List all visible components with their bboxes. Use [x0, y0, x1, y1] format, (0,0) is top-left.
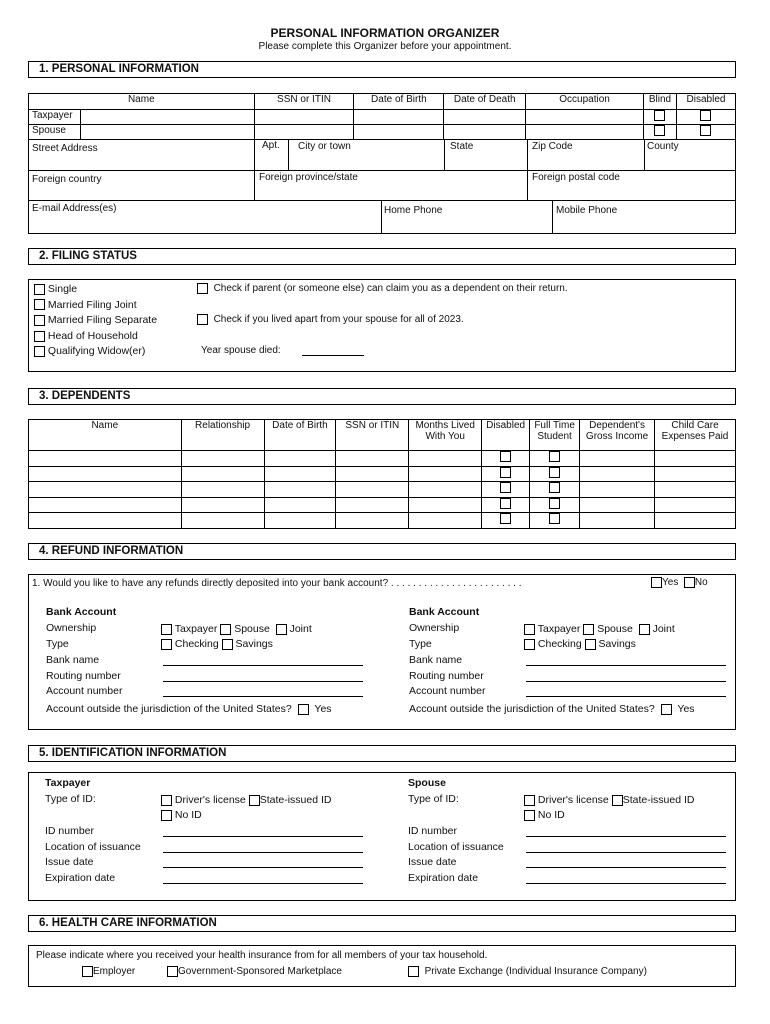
spouse-outside-checkbox[interactable] [661, 704, 672, 715]
dependent-row [29, 466, 736, 482]
bank-account-taxpayer [46, 606, 366, 715]
dependent-row [29, 497, 736, 513]
spouse-own-taxpayer-label: Taxpayer [537, 623, 581, 635]
dependent-row [29, 482, 736, 498]
taxpayer-no-id-label: No ID [174, 809, 202, 821]
hoh-checkbox[interactable] [34, 331, 45, 342]
employer-label: Employer [93, 966, 136, 978]
personal-info-table [28, 93, 736, 140]
spouse-state-id-checkbox[interactable] [612, 795, 623, 806]
taxpayer-checking-checkbox[interactable] [161, 639, 172, 650]
dependent-cell[interactable] [655, 451, 736, 467]
dependent-cell[interactable] [181, 482, 264, 498]
city-label: City or town [298, 141, 351, 152]
dependent-student-checkbox[interactable] [549, 451, 560, 462]
dep-col-ssn: SSN or ITIN [336, 420, 409, 451]
dep-col-fulltime: Full Time [534, 420, 575, 431]
taxpayer-routing-field[interactable] [163, 681, 363, 682]
dep-col-gross: Dependent's [589, 420, 645, 431]
mfj-label: Married Filing Joint [47, 298, 137, 311]
spouse-account-field[interactable] [526, 696, 726, 697]
spouse-own-joint-label: Joint [652, 623, 675, 635]
gov-marketplace-label: Government-Sponsored Marketplace [178, 966, 342, 978]
taxpayer-checking-label: Checking [174, 638, 219, 650]
spouse-disabled-checkbox[interactable] [700, 125, 711, 136]
dependent-cell[interactable] [264, 451, 336, 467]
mfs-label: Married Filing Separate [47, 314, 158, 327]
spouse-savings-label: Savings [598, 638, 636, 650]
mfs-checkbox[interactable] [34, 315, 45, 326]
dependent-student-checkbox[interactable] [549, 498, 560, 509]
dependent-disabled-checkbox[interactable] [500, 498, 511, 509]
dependent-disabled-checkbox[interactable] [500, 467, 511, 478]
taxpayer-routing-label: Routing number [46, 669, 121, 682]
dependent-cell[interactable] [181, 513, 264, 529]
dependent-cell[interactable] [580, 497, 655, 513]
spouse-dod-field[interactable] [444, 125, 526, 140]
spouse-own-taxpayer-checkbox[interactable] [524, 624, 535, 635]
taxpayer-savings-label: Savings [235, 638, 273, 650]
mobile-phone-label: Mobile Phone [556, 205, 618, 216]
single-checkbox[interactable] [34, 284, 45, 295]
taxpayer-own-joint-label: Joint [289, 623, 312, 635]
dependent-disabled-checkbox[interactable] [500, 513, 511, 524]
taxpayer-own-spouse-label: Spouse [234, 623, 270, 635]
taxpayer-id-number-label: ID number [45, 825, 95, 837]
taxpayer-ownership-label: Ownership [46, 622, 97, 634]
taxpayer-account-field[interactable] [163, 696, 363, 697]
spouse-checking-checkbox[interactable] [524, 639, 535, 650]
mfj-checkbox[interactable] [34, 299, 45, 310]
dependent-cell[interactable] [29, 513, 182, 529]
col-name: Name [29, 94, 255, 110]
dep-col-gross-2: Gross Income [585, 431, 649, 442]
spouse-outside-yes-label: Yes [677, 703, 695, 715]
foreign-postal-label: Foreign postal code [532, 172, 620, 183]
spouse-own-spouse-checkbox[interactable] [583, 624, 594, 635]
taxpayer-type-id-label: Type of ID: [45, 793, 96, 805]
taxpayer-account-label: Account number [46, 685, 123, 697]
taxpayer-own-spouse-checkbox[interactable] [220, 624, 231, 635]
section-dependents-heading: 3. DEPENDENTS [28, 388, 736, 405]
taxpayer-exp-date-field[interactable] [163, 883, 363, 884]
dependent-cell[interactable] [29, 482, 182, 498]
employer-checkbox[interactable] [82, 966, 93, 977]
dep-col-childcare-2: Expenses Paid [661, 431, 729, 442]
dependent-cell[interactable] [264, 466, 336, 482]
spouse-id-number-field[interactable] [526, 836, 726, 837]
dependent-student-checkbox[interactable] [549, 467, 560, 478]
apt-label: Apt. [262, 140, 280, 151]
spouse-blind-checkbox[interactable] [654, 125, 665, 136]
spouse-issue-date-label: Issue date [408, 856, 457, 868]
spouse-dob-field[interactable] [354, 125, 444, 140]
spouse-location-field[interactable] [526, 852, 726, 853]
dependent-cell[interactable] [336, 451, 409, 467]
taxpayer-bank-account-title: Bank Account [46, 606, 117, 618]
dependent-cell[interactable] [336, 466, 409, 482]
dependent-claim-label: Check if parent (or someone else) can claim you as a dependent on their return. [213, 283, 568, 295]
dep-col-childcare: Child Care [671, 420, 719, 431]
spouse-ssn-field[interactable] [254, 125, 354, 140]
spouse-savings-checkbox[interactable] [585, 639, 596, 650]
dependent-cell[interactable] [336, 482, 409, 498]
dependents-table [28, 419, 736, 529]
spouse-account-label: Account number [409, 685, 486, 697]
taxpayer-issue-date-label: Issue date [45, 856, 94, 868]
deposit-yes-label: Yes [662, 577, 679, 589]
dependent-cell[interactable] [655, 497, 736, 513]
dependent-cell[interactable] [409, 513, 482, 529]
home-phone-label: Home Phone [384, 205, 443, 216]
qw-label: Qualifying Widow(er) [47, 345, 146, 358]
state-label: State [450, 141, 474, 152]
taxpayer-exp-date-label: Expiration date [45, 871, 116, 884]
section-personal-heading: 1. PERSONAL INFORMATION [28, 61, 736, 78]
taxpayer-location-field[interactable] [163, 852, 363, 853]
direct-deposit-question: 1. Would you like to have any refunds directly deposited into your bank account? . . . . . . . . . . . . . . . . . . . . . . . . [32, 578, 522, 589]
taxpayer-drivers-label: Driver's license [174, 794, 246, 806]
taxpayer-outside-label: Account outside the jurisdiction of the United States? [46, 703, 292, 715]
spouse-id-title: Spouse [408, 777, 446, 789]
spouse-no-id-checkbox[interactable] [524, 810, 535, 821]
dependent-cell[interactable] [181, 466, 264, 482]
taxpayer-own-joint-checkbox[interactable] [276, 624, 287, 635]
dependent-cell[interactable] [409, 482, 482, 498]
dependent-cell[interactable] [409, 497, 482, 513]
email-label: E-mail Address(es) [32, 203, 117, 214]
col-disabled: Disabled [676, 94, 735, 110]
spouse-type-id-label: Type of ID: [408, 793, 459, 805]
spouse-checking-label: Checking [537, 638, 582, 650]
dependent-cell[interactable] [580, 466, 655, 482]
taxpayer-state-id-label: State-issued ID [259, 794, 332, 806]
spouse-own-joint-checkbox[interactable] [639, 624, 650, 635]
taxpayer-savings-checkbox[interactable] [222, 639, 233, 650]
spouse-routing-label: Routing number [409, 669, 484, 682]
dependent-cell[interactable] [655, 466, 736, 482]
bank-account-spouse [409, 606, 734, 715]
dep-col-relationship: Relationship [181, 420, 264, 451]
foreign-province-label: Foreign province/state [259, 172, 358, 183]
taxpayer-occupation-field[interactable] [526, 110, 644, 125]
row-spouse-label: Spouse [29, 125, 81, 140]
spouse-exp-date-label: Expiration date [408, 871, 479, 884]
lived-apart-checkbox[interactable] [197, 314, 208, 325]
dependent-disabled-checkbox[interactable] [500, 482, 511, 493]
private-exchange-label: Private Exchange (Individual Insurance Company) [424, 966, 647, 978]
dep-col-months-2: With You [425, 431, 465, 442]
taxpayer-ssn-field[interactable] [254, 110, 354, 125]
address-block [28, 139, 736, 234]
taxpayer-blind-checkbox[interactable] [654, 110, 665, 121]
taxpayer-type-label: Type [46, 638, 69, 650]
spouse-state-id-label: State-issued ID [622, 794, 695, 806]
taxpayer-drivers-checkbox[interactable] [161, 795, 172, 806]
hoh-label: Head of Household [47, 329, 138, 342]
taxpayer-no-id-checkbox[interactable] [161, 810, 172, 821]
health-prompt: Please indicate where you received your health insurance from for all members of your tax household. [36, 950, 488, 961]
dependent-cell[interactable] [336, 497, 409, 513]
taxpayer-location-label: Location of issuance [45, 840, 141, 853]
dependent-cell[interactable] [29, 497, 182, 513]
taxpayer-bank-name-field[interactable] [163, 665, 363, 666]
dependent-cell[interactable] [409, 466, 482, 482]
dependent-cell[interactable] [29, 451, 182, 467]
spouse-routing-field[interactable] [526, 681, 726, 682]
spouse-drivers-label: Driver's license [537, 794, 609, 806]
taxpayer-dob-field[interactable] [354, 110, 444, 125]
dependent-cell[interactable] [264, 513, 336, 529]
page-title: PERSONAL INFORMATION ORGANIZER [270, 26, 500, 40]
dependent-cell[interactable] [29, 466, 182, 482]
section-health-heading: 6. HEALTH CARE INFORMATION [28, 915, 736, 932]
spouse-no-id-label: No ID [537, 809, 565, 821]
dependent-cell[interactable] [264, 482, 336, 498]
deposit-yes-checkbox[interactable] [651, 577, 662, 588]
dependent-row [29, 513, 736, 529]
dep-col-fulltime-2: Student [537, 431, 572, 442]
spouse-id-number-label: ID number [408, 825, 458, 837]
taxpayer-outside-yes-label: Yes [314, 703, 332, 715]
page-subtitle: Please complete this Organizer before your appointment. [258, 41, 512, 52]
section-refund-heading: 4. REFUND INFORMATION [28, 543, 736, 560]
dependent-cell[interactable] [409, 451, 482, 467]
col-occupation: Occupation [526, 94, 644, 110]
dependent-cell[interactable] [655, 513, 736, 529]
spouse-exp-date-field[interactable] [526, 883, 726, 884]
section-filing-heading: 2. FILING STATUS [28, 248, 736, 265]
taxpayer-disabled-checkbox[interactable] [700, 110, 711, 121]
year-spouse-died-field[interactable] [302, 355, 364, 356]
dep-col-dob: Date of Birth [264, 420, 336, 451]
spouse-ownership-label: Ownership [409, 622, 460, 634]
single-label: Single [47, 283, 78, 295]
qw-checkbox[interactable] [34, 346, 45, 357]
dependent-cell[interactable] [655, 482, 736, 498]
gov-marketplace-checkbox[interactable] [167, 966, 178, 977]
spouse-name-field[interactable] [80, 125, 254, 140]
col-dod: Date of Death [444, 94, 526, 110]
dependent-row [29, 451, 736, 467]
spouse-bank-name-field[interactable] [526, 665, 726, 666]
spouse-bank-account-title: Bank Account [409, 606, 480, 618]
lived-apart-label: Check if you lived apart from your spouse for all of 2023. [213, 314, 464, 326]
dependent-cell[interactable] [336, 513, 409, 529]
spouse-drivers-checkbox[interactable] [524, 795, 535, 806]
dependent-cell[interactable] [580, 482, 655, 498]
col-ssn: SSN or ITIN [254, 94, 354, 110]
county-label: County [647, 141, 679, 152]
id-taxpayer [45, 777, 365, 887]
spouse-outside-label: Account outside the jurisdiction of the United States? [409, 703, 655, 715]
dependent-student-checkbox[interactable] [549, 482, 560, 493]
spouse-bank-name-label: Bank name [409, 654, 463, 666]
taxpayer-own-taxpayer-checkbox[interactable] [161, 624, 172, 635]
taxpayer-issue-date-field[interactable] [163, 867, 363, 868]
spouse-occupation-field[interactable] [526, 125, 644, 140]
taxpayer-dod-field[interactable] [444, 110, 526, 125]
dependent-claim-checkbox[interactable] [197, 283, 208, 294]
dependent-student-checkbox[interactable] [549, 513, 560, 524]
dependent-cell[interactable] [181, 451, 264, 467]
spouse-location-label: Location of issuance [408, 840, 504, 853]
section-id-heading: 5. IDENTIFICATION INFORMATION [28, 745, 736, 762]
dependent-cell[interactable] [181, 497, 264, 513]
taxpayer-state-id-checkbox[interactable] [249, 795, 260, 806]
dependent-cell[interactable] [264, 497, 336, 513]
dep-col-disabled: Disabled [482, 420, 530, 451]
dependent-disabled-checkbox[interactable] [500, 451, 511, 462]
taxpayer-name-field[interactable] [80, 110, 254, 125]
foreign-country-label: Foreign country [32, 174, 102, 185]
dependent-cell[interactable] [580, 451, 655, 467]
col-dob: Date of Birth [354, 94, 444, 110]
taxpayer-id-title: Taxpayer [45, 777, 91, 789]
dependent-cell[interactable] [580, 513, 655, 529]
taxpayer-id-number-field[interactable] [163, 836, 363, 837]
deposit-no-label: No [694, 577, 708, 589]
street-address-label: Street Address [32, 143, 98, 154]
spouse-type-label: Type [409, 638, 432, 650]
year-spouse-died-label: Year spouse died: [201, 345, 281, 356]
taxpayer-own-taxpayer-label: Taxpayer [174, 623, 218, 635]
dep-col-name: Name [29, 420, 182, 451]
deposit-no-checkbox[interactable] [684, 577, 695, 588]
taxpayer-outside-checkbox[interactable] [298, 704, 309, 715]
col-blind: Blind [644, 94, 677, 110]
private-exchange-checkbox[interactable] [408, 966, 419, 977]
spouse-issue-date-field[interactable] [526, 867, 726, 868]
dep-col-months: Months Lived [415, 420, 475, 431]
id-spouse [408, 777, 734, 887]
zip-label: Zip Code [532, 141, 573, 152]
taxpayer-bank-name-label: Bank name [46, 654, 100, 666]
spouse-own-spouse-label: Spouse [597, 623, 633, 635]
row-taxpayer-label: Taxpayer [29, 110, 81, 125]
